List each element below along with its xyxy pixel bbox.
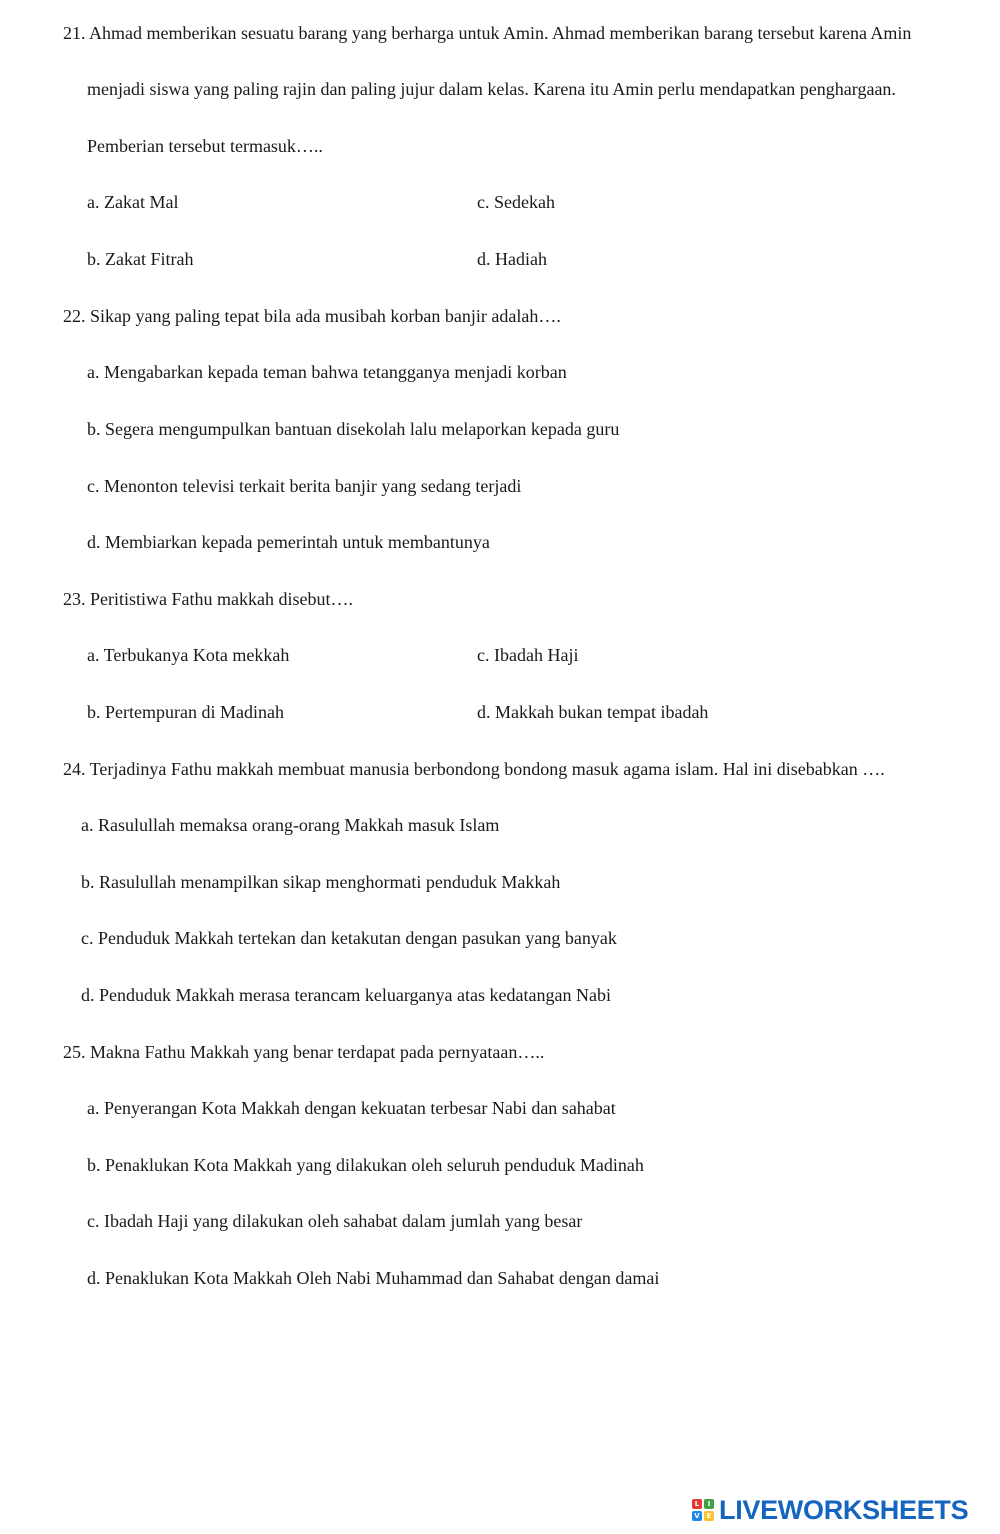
q23-option-b: b. Pertempuran di Madinah <box>87 702 284 722</box>
q25-option-b: b. Penaklukan Kota Makkah yang dilakukan oleh seluruh penduduk Madinah <box>87 1155 644 1175</box>
liveworksheets-logo-icon <box>692 1499 714 1521</box>
q23-option-d: d. Makkah bukan tempat ibadah <box>477 702 709 722</box>
q22-question: 22. Sikap yang paling tepat bila ada musibah korban banjir adalah…. <box>63 306 561 326</box>
logo-tile-l: L <box>692 1499 702 1509</box>
q22-option-c: c. Menonton televisi terkait berita banjir yang sedang terjadi <box>87 476 522 496</box>
q24-option-d: d. Penduduk Makkah merasa terancam keluarganya atas kedatangan Nabi <box>81 985 611 1005</box>
q21-question-line-3: Pemberian tersebut termasuk….. <box>87 136 323 156</box>
q24-option-a: a. Rasulullah memaksa orang-orang Makkah masuk Islam <box>81 815 500 835</box>
q21-question-line-1: 21. Ahmad memberikan sesuatu barang yang berharga untuk Amin. Ahmad memberikan barang tersebut karena Amin <box>63 23 912 43</box>
q25-question: 25. Makna Fathu Makkah yang benar terdapat pada pernyataan….. <box>63 1042 545 1062</box>
logo-tile-e: E <box>704 1511 714 1521</box>
liveworksheets-logo-text: LIVEWORKSHEETS <box>719 1494 969 1525</box>
q25-option-a: a. Penyerangan Kota Makkah dengan kekuatan terbesar Nabi dan sahabat <box>87 1098 616 1118</box>
q24-option-b: b. Rasulullah menampilkan sikap menghormati penduduk Makkah <box>81 872 561 892</box>
q22-option-d: d. Membiarkan kepada pemerintah untuk membantunya <box>87 532 490 552</box>
q23-question: 23. Peritistiwa Fathu makkah disebut…. <box>63 589 353 609</box>
q21-option-a: a. Zakat Mal <box>87 192 179 212</box>
liveworksheets-logo <box>692 1495 968 1525</box>
q21-question-line-2: menjadi siswa yang paling rajin dan paling jujur dalam kelas. Karena itu Amin perlu mendapatkan penghargaan. <box>87 79 896 99</box>
logo-tile-i: I <box>704 1499 714 1509</box>
logo-tile-v: V <box>692 1511 702 1521</box>
q21-option-b: b. Zakat Fitrah <box>87 249 194 269</box>
q22-option-b: b. Segera mengumpulkan bantuan disekolah lalu melaporkan kepada guru <box>87 419 620 439</box>
q21-option-d: d. Hadiah <box>477 249 547 269</box>
q25-option-d: d. Penaklukan Kota Makkah Oleh Nabi Muhammad dan Sahabat dengan damai <box>87 1268 660 1288</box>
q22-option-a: a. Mengabarkan kepada teman bahwa tetangganya menjadi korban <box>87 362 567 382</box>
q25-option-c: c. Ibadah Haji yang dilakukan oleh sahabat dalam jumlah yang besar <box>87 1211 583 1231</box>
q24-option-c: c. Penduduk Makkah tertekan dan ketakutan dengan pasukan yang banyak <box>81 928 617 948</box>
q23-option-a: a. Terbukanya Kota mekkah <box>87 645 290 665</box>
q23-option-c: c. Ibadah Haji <box>477 645 579 665</box>
q21-option-c: c. Sedekah <box>477 192 555 212</box>
q24-question: 24. Terjadinya Fathu makkah membuat manusia berbondong bondong masuk agama islam. Hal ini disebabkan …. <box>63 759 885 779</box>
